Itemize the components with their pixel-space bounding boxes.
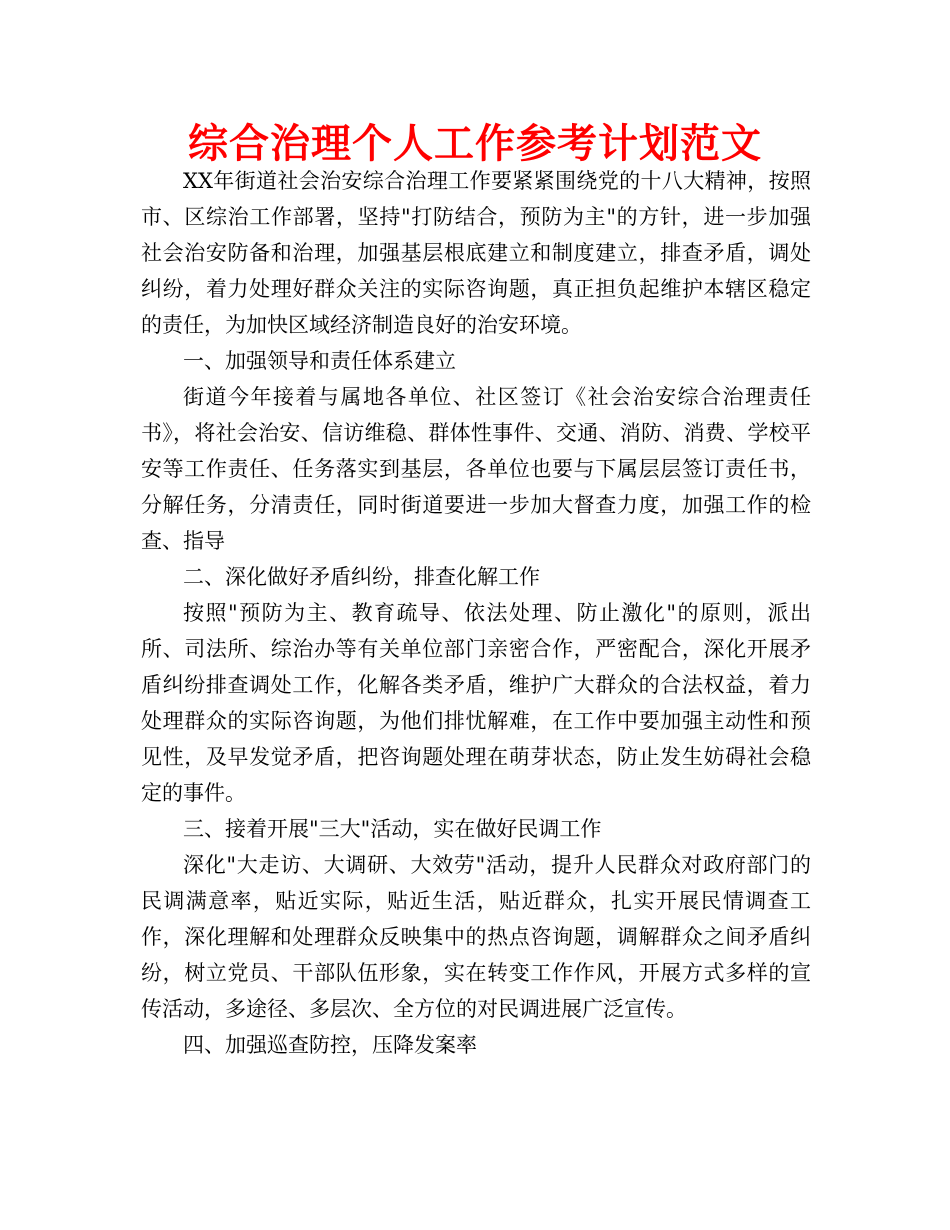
section-heading-4: 四、加强巡查防控，压降发案率 [183, 1033, 477, 1057]
section-heading-3: 三、接着开展"三大"活动，实在做好民调工作 [183, 817, 602, 841]
document-body [141, 163, 811, 1063]
paragraph-section-3: 深化"大走访、大调研、大效劳"活动，提升人民群众对政府部门的民调满意率，贴近实际，贴近生活，贴近群众，扎实开展民情调查工作，深化理解和处理群众反映集中的热点咨询题，调解群众之间矛盾纠纷，树立党员、干部队伍形象，实在转变工作作风，开展方式多样的宣传活动，多途径、多层次、全方位的对民调进展广泛宣传。 [141, 853, 811, 1021]
paragraph-section-2: 按照"预防为主、教育疏导、依法处理、防止激化"的原则，派出所、司法所、综治办等有关单位部门亲密合作，严密配合，深化开展矛盾纠纷排查调处工作，化解各类矛盾，维护广大群众的合法权益，着力处理群众的实际咨询题，为他们排忧解难，在工作中要加强主动性和预见性，及早发觉矛盾，把咨询题处理在萌芽状态，防止发生妨碍社会稳定的事件。 [141, 601, 811, 805]
paragraph-intro: XX年街道社会治安综合治理工作要紧紧围绕党的十八大精神，按照市、区综治工作部署，坚持"打防结合，预防为主"的方针，进一步加强社会治安防备和治理，加强基层根底建立和制度建立，排查矛盾，调处纠纷，着力处理好群众关注的实际咨询题，真正担负起维护本辖区稳定的责任，为加快区域经济制造良好的治安环境。 [141, 169, 811, 337]
document-title: 综合治理个人工作参考计划范文 [188, 121, 762, 167]
paragraph-section-1: 街道今年接着与属地各单位、社区签订《社会治安综合治理责任书》，将社会治安、信访维稳、群体性事件、交通、消防、消费、学校平安等工作责任、任务落实到基层，各单位也要与下属层层签订责任书，分解任务，分清责任，同时街道要进一步加大督查力度，加强工作的检查、指导 [141, 385, 811, 553]
section-heading-1: 一、加强领导和责任体系建立 [183, 349, 456, 373]
section-heading-2: 二、深化做好矛盾纠纷，排查化解工作 [183, 565, 540, 589]
